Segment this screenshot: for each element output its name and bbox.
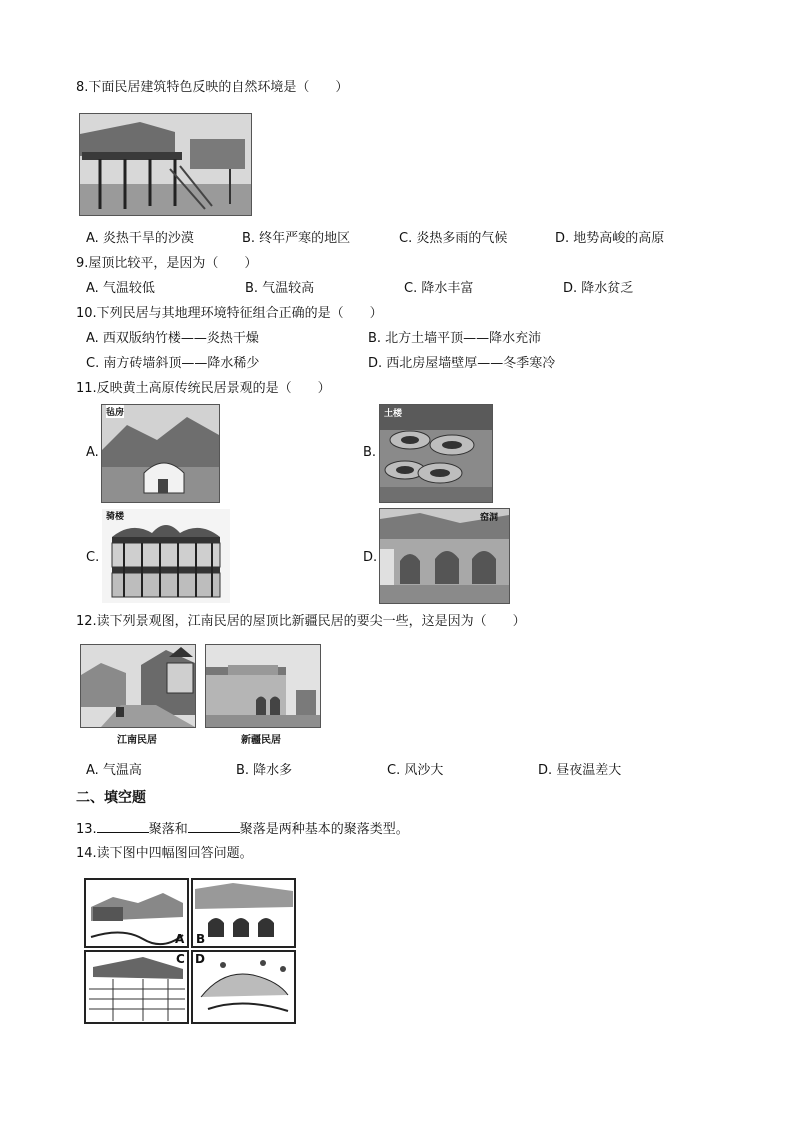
q12-option-b: B. 降水多 [236,763,293,778]
q13-blank-2[interactable] [188,820,240,833]
q11-letter-c: C. [86,550,100,565]
q11-stem: 11.反映黄土高原传统民居景观的是（ ） [76,381,331,396]
q13-text-1: 聚落和 [148,822,188,837]
q13-stem [76,820,409,838]
q11-caption-a: 毡房 [106,405,124,418]
q10-option-c: C. 南方砖墙斜顶——降水稀少 [86,356,260,371]
qilou-photo [101,508,231,604]
q8-stem: 8.下面民居建筑特色反映的自然环境是（ ） [76,80,349,95]
jiangnan-house-photo [80,644,196,728]
q14-four-panel-figure [83,877,297,1025]
q9-option-d: D. 降水贫乏 [563,281,634,296]
q9-stem: 9.屋顶比较平，是因为（ ） [76,256,258,271]
q8-option-a: A. 炎热干旱的沙漠 [86,231,194,246]
q13-text-2: 聚落是两种基本的聚落类型。 [239,822,409,837]
q11-letter-d: D. [363,550,378,565]
q12-option-c: C. 风沙大 [387,763,444,778]
q12-caption-xinjiang: 新疆民居 [241,735,281,746]
section-title-fill-blank: 二、填空题 [76,790,146,806]
q11-caption-c: 骑楼 [106,512,125,522]
q10-option-b: B. 北方土墙平顶——降水充沛 [368,331,542,346]
q9-option-a: A. 气温较低 [86,281,155,296]
q11-letter-a: A. [86,445,99,460]
yurt-photo [101,404,220,503]
xinjiang-house-photo [205,644,321,728]
q12-caption-jiangnan: 江南民居 [117,735,157,746]
q13-blank-1[interactable] [97,820,149,833]
q11-letter-b: B. [363,445,377,460]
q11-caption-b: 土楼 [384,409,403,419]
q14-stem: 14.读下图中四幅图回答问题。 [76,846,253,861]
q14-label-b: B [196,932,206,946]
q14-label-c: C [176,952,185,966]
q10-option-d: D. 西北房屋墙壁厚——冬季寒冷 [368,356,556,371]
q12-option-a: A. 气温高 [86,763,142,778]
q13-number: 13. [76,822,97,837]
q11-caption-d: 窑洞 [480,513,499,523]
q12-option-d: D. 昼夜温差大 [538,763,622,778]
q12-stem: 12.读下列景观图，江南民居的屋顶比新疆民居的要尖一些，这是因为（ ） [76,614,526,629]
q8-option-d: D. 地势高峻的高原 [555,231,665,246]
q10-option-a: A. 西双版纳竹楼——炎热干燥 [86,331,259,346]
stilt-house-photo [79,113,252,216]
q8-option-b: B. 终年严寒的地区 [242,231,351,246]
q10-stem: 10.下列民居与其地理环境特征组合正确的是（ ） [76,306,383,321]
q8-option-c: C. 炎热多雨的气候 [399,231,508,246]
q14-label-d: D [195,952,205,966]
q9-option-c: C. 降水丰富 [404,281,474,296]
q9-option-b: B. 气温较高 [245,281,315,296]
q14-label-a: A [175,932,185,946]
